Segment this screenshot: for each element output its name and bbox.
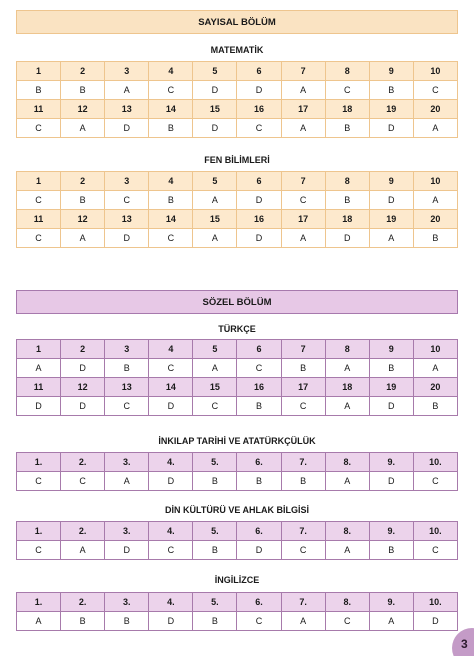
question-number-row — [17, 172, 458, 191]
question-number-cell: 13 — [105, 100, 149, 119]
question-number-cell: 9. — [369, 522, 413, 541]
question-number-cell: 1. — [17, 522, 61, 541]
question-number-cell: 13 — [105, 378, 149, 397]
answer-cell: C — [325, 81, 369, 100]
question-number-cell: 14 — [149, 378, 193, 397]
matematik-answer-table — [16, 61, 458, 138]
answer-cell: A — [325, 359, 369, 378]
answer-cell: C — [281, 541, 325, 560]
question-number-cell: 19 — [369, 378, 413, 397]
question-number-cell: 3. — [105, 522, 149, 541]
answer-cell: C — [413, 541, 457, 560]
answer-cell: C — [149, 541, 193, 560]
answer-cell: C — [17, 229, 61, 248]
question-number-cell: 2 — [61, 172, 105, 191]
answer-cell: D — [61, 397, 105, 416]
question-number-cell: 8 — [325, 172, 369, 191]
answer-cell: A — [325, 472, 369, 491]
question-number-cell: 5. — [193, 522, 237, 541]
question-number-row — [17, 593, 458, 612]
answer-cell: C — [193, 397, 237, 416]
answer-cell: C — [17, 191, 61, 210]
answer-cell: A — [413, 119, 457, 138]
answer-cell: D — [237, 229, 281, 248]
answer-cell: B — [105, 359, 149, 378]
question-number-cell: 20 — [413, 378, 457, 397]
question-number-cell: 19 — [369, 100, 413, 119]
answer-cell: D — [105, 541, 149, 560]
question-number-cell: 1. — [17, 453, 61, 472]
answer-cell: C — [17, 472, 61, 491]
question-number-cell: 13 — [105, 210, 149, 229]
turkce-answer-table — [16, 339, 458, 416]
question-number-cell: 17 — [281, 210, 325, 229]
question-number-cell: 8 — [325, 62, 369, 81]
question-number-cell: 9 — [369, 172, 413, 191]
question-number-cell: 1 — [17, 62, 61, 81]
answer-cell: A — [281, 81, 325, 100]
question-number-cell: 7 — [281, 62, 325, 81]
answer-cell: A — [105, 472, 149, 491]
question-number-row — [17, 378, 458, 397]
answer-cell: D — [369, 119, 413, 138]
question-number-cell: 5. — [193, 453, 237, 472]
question-number-cell: 3 — [105, 340, 149, 359]
question-number-cell: 8. — [325, 453, 369, 472]
answer-cell: B — [61, 81, 105, 100]
question-number-cell: 16 — [237, 100, 281, 119]
answer-cell: A — [61, 541, 105, 560]
question-number-cell: 7. — [281, 453, 325, 472]
answer-cell: C — [281, 191, 325, 210]
question-number-cell: 7. — [281, 593, 325, 612]
question-number-cell: 4 — [149, 172, 193, 191]
question-number-cell: 18 — [325, 210, 369, 229]
answer-cell: A — [193, 359, 237, 378]
answer-cell: A — [369, 229, 413, 248]
answer-cell: B — [369, 81, 413, 100]
page-number-badge: 3 — [452, 628, 474, 656]
answer-row — [17, 612, 458, 631]
inkilap-tarihi-title: İNKILAP TARİHİ VE ATATÜRKÇÜLÜK — [158, 436, 316, 446]
question-number-cell: 20 — [413, 210, 457, 229]
question-number-cell: 4 — [149, 62, 193, 81]
question-number-cell: 6. — [237, 593, 281, 612]
question-number-cell: 6 — [237, 340, 281, 359]
question-number-row — [17, 100, 458, 119]
question-number-cell: 15 — [193, 378, 237, 397]
answer-cell: B — [325, 119, 369, 138]
question-number-cell: 11 — [17, 210, 61, 229]
answer-cell: D — [17, 397, 61, 416]
question-number-cell: 16 — [237, 210, 281, 229]
answer-cell: B — [193, 472, 237, 491]
question-number-cell: 9 — [369, 340, 413, 359]
answer-cell: A — [193, 229, 237, 248]
answer-cell: B — [149, 119, 193, 138]
answer-cell: D — [237, 191, 281, 210]
question-number-cell: 6 — [237, 62, 281, 81]
answer-cell: B — [17, 81, 61, 100]
answer-cell: C — [17, 541, 61, 560]
answer-cell: B — [149, 191, 193, 210]
question-number-cell: 3 — [105, 62, 149, 81]
answer-cell: D — [325, 229, 369, 248]
question-number-cell: 7 — [281, 340, 325, 359]
answer-cell: D — [237, 541, 281, 560]
answer-cell: A — [325, 397, 369, 416]
answer-cell: D — [369, 472, 413, 491]
question-number-cell: 4. — [149, 593, 193, 612]
answer-cell: D — [61, 359, 105, 378]
question-number-cell: 2. — [61, 522, 105, 541]
answer-cell: A — [281, 612, 325, 631]
question-number-cell: 18 — [325, 100, 369, 119]
question-number-cell: 15 — [193, 100, 237, 119]
answer-cell: D — [193, 81, 237, 100]
answer-cell: D — [105, 229, 149, 248]
question-number-cell: 2 — [61, 62, 105, 81]
answer-cell: B — [237, 472, 281, 491]
answer-cell: D — [193, 119, 237, 138]
question-number-cell: 5 — [193, 62, 237, 81]
answer-cell: B — [61, 191, 105, 210]
ingilizce-answer-table — [16, 592, 458, 631]
answer-cell: B — [237, 397, 281, 416]
question-number-cell: 9. — [369, 593, 413, 612]
answer-cell: C — [281, 397, 325, 416]
answer-cell: D — [369, 191, 413, 210]
question-number-row — [17, 340, 458, 359]
question-number-cell: 12 — [61, 378, 105, 397]
question-number-row — [17, 62, 458, 81]
sozel-section-banner: SÖZEL BÖLÜM — [16, 290, 458, 314]
question-number-cell: 12 — [61, 100, 105, 119]
question-number-cell: 9. — [369, 453, 413, 472]
question-number-cell: 3 — [105, 172, 149, 191]
answer-cell: B — [105, 612, 149, 631]
answer-cell: D — [369, 397, 413, 416]
answer-cell: D — [149, 612, 193, 631]
answer-cell: A — [17, 359, 61, 378]
answer-cell: B — [281, 472, 325, 491]
question-number-cell: 6. — [237, 522, 281, 541]
question-number-cell: 5. — [193, 593, 237, 612]
answer-row — [17, 119, 458, 138]
din-kulturu-title: DİN KÜLTÜRÜ VE AHLAK BİLGİSİ — [165, 505, 309, 515]
turkce-title: TÜRKÇE — [218, 324, 256, 334]
answer-cell: C — [17, 119, 61, 138]
question-number-row — [17, 210, 458, 229]
answer-cell: C — [61, 472, 105, 491]
question-number-cell: 9 — [369, 62, 413, 81]
answer-cell: C — [149, 359, 193, 378]
answer-cell: B — [369, 541, 413, 560]
matematik-title: MATEMATİK — [210, 45, 264, 55]
answer-cell: C — [149, 81, 193, 100]
answer-cell: A — [413, 359, 457, 378]
answer-cell: A — [325, 541, 369, 560]
ingilizce-title: İNGİLİZCE — [214, 575, 260, 585]
question-number-cell: 4 — [149, 340, 193, 359]
question-number-cell: 18 — [325, 378, 369, 397]
answer-cell: B — [61, 612, 105, 631]
answer-row — [17, 397, 458, 416]
answer-cell: A — [281, 229, 325, 248]
answer-row — [17, 472, 458, 491]
question-number-row — [17, 522, 458, 541]
question-number-cell: 10. — [413, 593, 457, 612]
question-number-cell: 8. — [325, 522, 369, 541]
question-number-cell: 11 — [17, 100, 61, 119]
question-number-cell: 6. — [237, 453, 281, 472]
question-number-cell: 10. — [413, 453, 457, 472]
question-number-cell: 5 — [193, 340, 237, 359]
answer-row — [17, 541, 458, 560]
question-number-cell: 12 — [61, 210, 105, 229]
answer-cell: D — [149, 472, 193, 491]
answer-cell: C — [325, 612, 369, 631]
question-number-cell: 11 — [17, 378, 61, 397]
answer-cell: D — [149, 397, 193, 416]
answer-row — [17, 229, 458, 248]
question-number-cell: 3. — [105, 593, 149, 612]
sayisal-section-banner: SAYISAL BÖLÜM — [16, 10, 458, 34]
question-number-row — [17, 453, 458, 472]
answer-cell: B — [193, 541, 237, 560]
answer-cell: C — [105, 397, 149, 416]
answer-cell: A — [61, 119, 105, 138]
answer-cell: A — [105, 81, 149, 100]
answer-cell: C — [237, 612, 281, 631]
fen-bilimleri-answer-table — [16, 171, 458, 248]
question-number-cell: 1 — [17, 172, 61, 191]
question-number-cell: 3. — [105, 453, 149, 472]
answer-cell: C — [105, 191, 149, 210]
answer-cell: C — [149, 229, 193, 248]
answer-cell: D — [105, 119, 149, 138]
answer-cell: C — [237, 119, 281, 138]
question-number-cell: 20 — [413, 100, 457, 119]
answer-cell: D — [237, 81, 281, 100]
answer-cell: A — [17, 612, 61, 631]
question-number-cell: 10 — [413, 62, 457, 81]
question-number-cell: 8 — [325, 340, 369, 359]
answer-cell: B — [281, 359, 325, 378]
answer-cell: C — [237, 359, 281, 378]
question-number-cell: 8. — [325, 593, 369, 612]
answer-cell: C — [413, 472, 457, 491]
question-number-cell: 19 — [369, 210, 413, 229]
fen-bilimleri-title: FEN BİLİMLERİ — [204, 155, 270, 165]
answer-cell: A — [193, 191, 237, 210]
answer-row — [17, 191, 458, 210]
question-number-cell: 1 — [17, 340, 61, 359]
question-number-cell: 7. — [281, 522, 325, 541]
question-number-cell: 10 — [413, 340, 457, 359]
answer-cell: B — [369, 359, 413, 378]
answer-cell: B — [413, 229, 457, 248]
question-number-cell: 4. — [149, 453, 193, 472]
question-number-cell: 4. — [149, 522, 193, 541]
answer-cell: D — [413, 612, 457, 631]
inkilap-tarihi-answer-table — [16, 452, 458, 491]
answer-row — [17, 81, 458, 100]
question-number-cell: 14 — [149, 210, 193, 229]
question-number-cell: 1. — [17, 593, 61, 612]
answer-cell: B — [413, 397, 457, 416]
question-number-cell: 14 — [149, 100, 193, 119]
question-number-cell: 6 — [237, 172, 281, 191]
question-number-cell: 7 — [281, 172, 325, 191]
question-number-cell: 5 — [193, 172, 237, 191]
din-kulturu-answer-table — [16, 521, 458, 560]
question-number-cell: 16 — [237, 378, 281, 397]
question-number-cell: 2. — [61, 453, 105, 472]
question-number-cell: 2. — [61, 593, 105, 612]
question-number-cell: 2 — [61, 340, 105, 359]
question-number-cell: 15 — [193, 210, 237, 229]
question-number-cell: 17 — [281, 100, 325, 119]
question-number-cell: 17 — [281, 378, 325, 397]
answer-cell: C — [413, 81, 457, 100]
answer-cell: A — [61, 229, 105, 248]
question-number-cell: 10 — [413, 172, 457, 191]
answer-cell: A — [281, 119, 325, 138]
answer-cell: B — [325, 191, 369, 210]
answer-cell: A — [413, 191, 457, 210]
answer-row — [17, 359, 458, 378]
answer-cell: B — [193, 612, 237, 631]
answer-cell: A — [369, 612, 413, 631]
question-number-cell: 10. — [413, 522, 457, 541]
